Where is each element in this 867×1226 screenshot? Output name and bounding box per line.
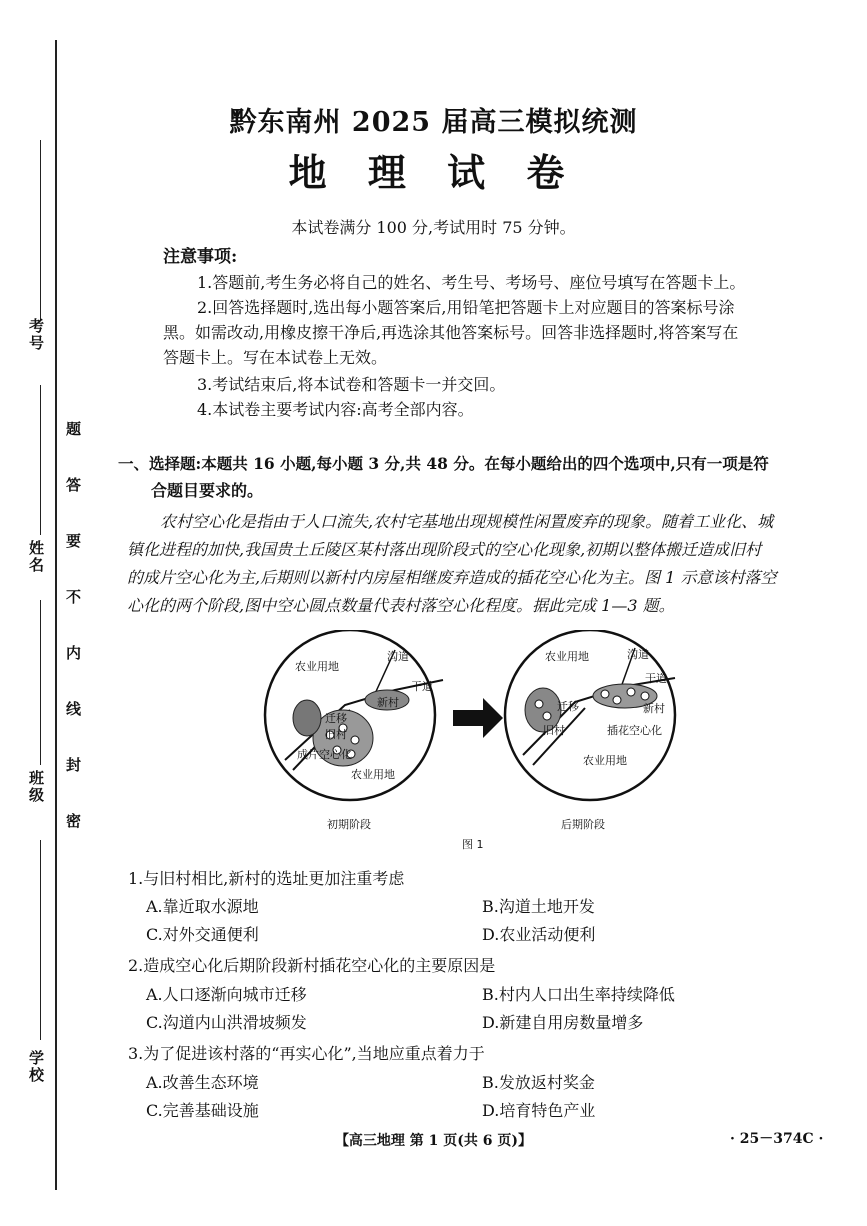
label-road: 干道 <box>411 680 433 693</box>
section-heading: 一、选择题:本题共 16 小题,每小题 3 分,共 48 分。在每小题给出的四个选项中,只有一项是符 <box>118 454 769 473</box>
label-new-village: 新村 <box>377 696 399 709</box>
question-stem: 1.与旧村相比,新村的选址更加注重考虑 <box>128 869 405 888</box>
notice-item: 4.本试卷主要考试内容:高考全部内容。 <box>197 400 474 419</box>
school-label: 学校 <box>27 1050 45 1084</box>
label-hollowing: 插花空心化 <box>607 724 662 737</box>
label-farm: 农业用地 <box>295 660 339 673</box>
option-c: C.沟道内山洪滑坡频发 <box>146 1013 307 1032</box>
option-a: A.改善生态环境 <box>146 1073 259 1092</box>
notice-heading: 注意事项: <box>163 247 238 267</box>
label-old-village: 旧村 <box>325 728 347 741</box>
label-farm-bottom: 农业用地 <box>351 768 395 781</box>
passage-line: 农村空心化是指由于人口流失,农村宅基地出现规模性闲置废弃的现象。随着工业化、城 <box>160 512 774 531</box>
notice-item: 3.考试结束后,将本试卷和答题卡一并交回。 <box>197 375 506 394</box>
option-d: D.培育特色产业 <box>482 1101 596 1120</box>
option-a: A.靠近取水源地 <box>146 897 259 916</box>
label-old-village: 旧村 <box>543 724 565 737</box>
notice-item: 黑。如需改动,用橡皮擦干净后,再选涂其他答案标号。回答非选择题时,将答案写在 <box>163 323 739 342</box>
seal-char: 线 <box>66 700 82 718</box>
notice-item: 1.答题前,考生务必将自己的姓名、考生号、考场号、座位号填写在答题卡上。 <box>197 273 746 292</box>
notice-item: 2.回答选择题时,选出每小题答案后,用铅笔把答题卡上对应题目的答案标号涂 <box>197 298 735 317</box>
option-a: A.人口逐渐向城市迁移 <box>146 985 307 1004</box>
passage-line: 镇化进程的加快,我国贵土丘陵区某村落出现阶段式的空心化现象,初期以整体搬迁造成旧村 <box>127 540 762 559</box>
seal-char: 内 <box>66 644 82 662</box>
passage-line: 的成片空心化为主,后期则以新村内房屋相继废弃造成的插花空心化为主。图 1 示意该村落空 <box>127 568 777 587</box>
margin-rule <box>55 40 57 1190</box>
label-farm: 农业用地 <box>545 650 589 663</box>
label-farm-bottom: 农业用地 <box>583 754 627 767</box>
right-diagram <box>505 630 675 831</box>
notice-item: 答题卡上。写在本试卷上无效。 <box>163 348 388 367</box>
label-new-village: 新村 <box>643 702 665 715</box>
exam-info: 本试卷满分 100 分,考试用时 75 分钟。 <box>291 218 576 237</box>
caption-initial: 初期阶段 <box>327 818 371 831</box>
seal-char: 封 <box>66 756 82 774</box>
class-label: 班级 <box>27 770 45 804</box>
option-c: C.完善基础设施 <box>146 1101 259 1120</box>
option-d: D.农业活动便利 <box>482 925 596 944</box>
label-gully: 沟道 <box>627 648 649 661</box>
section-heading-cont: 合题目要求的。 <box>151 481 264 500</box>
label-migrate: 迁移 <box>557 700 579 713</box>
subject-title: 地 理 试 卷 <box>288 150 579 195</box>
label-road: 干道 <box>645 672 667 685</box>
figure-1-svg <box>255 630 685 860</box>
label-hollowing: 成片空心化 <box>297 748 352 761</box>
label-gully: 沟道 <box>387 650 409 663</box>
question-stem: 3.为了促进该村落的“再实心化”,当地应重点着力于 <box>128 1044 485 1063</box>
school-line <box>40 840 41 1040</box>
class-line <box>40 600 41 765</box>
name-line <box>40 385 41 535</box>
seal-char: 密 <box>66 812 82 830</box>
figure-1 <box>255 630 685 860</box>
left-diagram <box>265 630 443 831</box>
arrow-icon <box>453 698 503 738</box>
option-c: C.对外交通便利 <box>146 925 259 944</box>
option-b: B.村内人口出生率持续降低 <box>482 985 675 1004</box>
question-stem: 2.造成空心化后期阶段新村插花空心化的主要原因是 <box>128 956 496 975</box>
seal-char: 不 <box>66 588 82 606</box>
seal-char: 题 <box>66 420 82 438</box>
paper-code: · 25－374C · <box>730 1131 824 1147</box>
seal-char: 答 <box>66 476 82 494</box>
option-b: B.发放返村奖金 <box>482 1073 595 1092</box>
caption-later: 后期阶段 <box>561 818 605 831</box>
seal-char: 要 <box>66 532 82 550</box>
page-footer: 【高三地理 第 1 页(共 6 页)】 <box>334 1133 533 1149</box>
option-b: B.沟道土地开发 <box>482 897 595 916</box>
exam-title: 黔东南州 2025 届高三模拟统测 <box>229 107 638 138</box>
name-label: 姓名 <box>27 540 45 574</box>
passage-line: 心化的两个阶段,图中空心圆点数量代表村落空心化程度。据此完成 1—3 题。 <box>127 596 675 615</box>
label-migrate: 迁移 <box>325 712 347 725</box>
exam-no-label: 考号 <box>27 318 45 352</box>
option-d: D.新建自用房数量增多 <box>482 1013 644 1032</box>
figure-caption: 图 1 <box>462 838 484 851</box>
